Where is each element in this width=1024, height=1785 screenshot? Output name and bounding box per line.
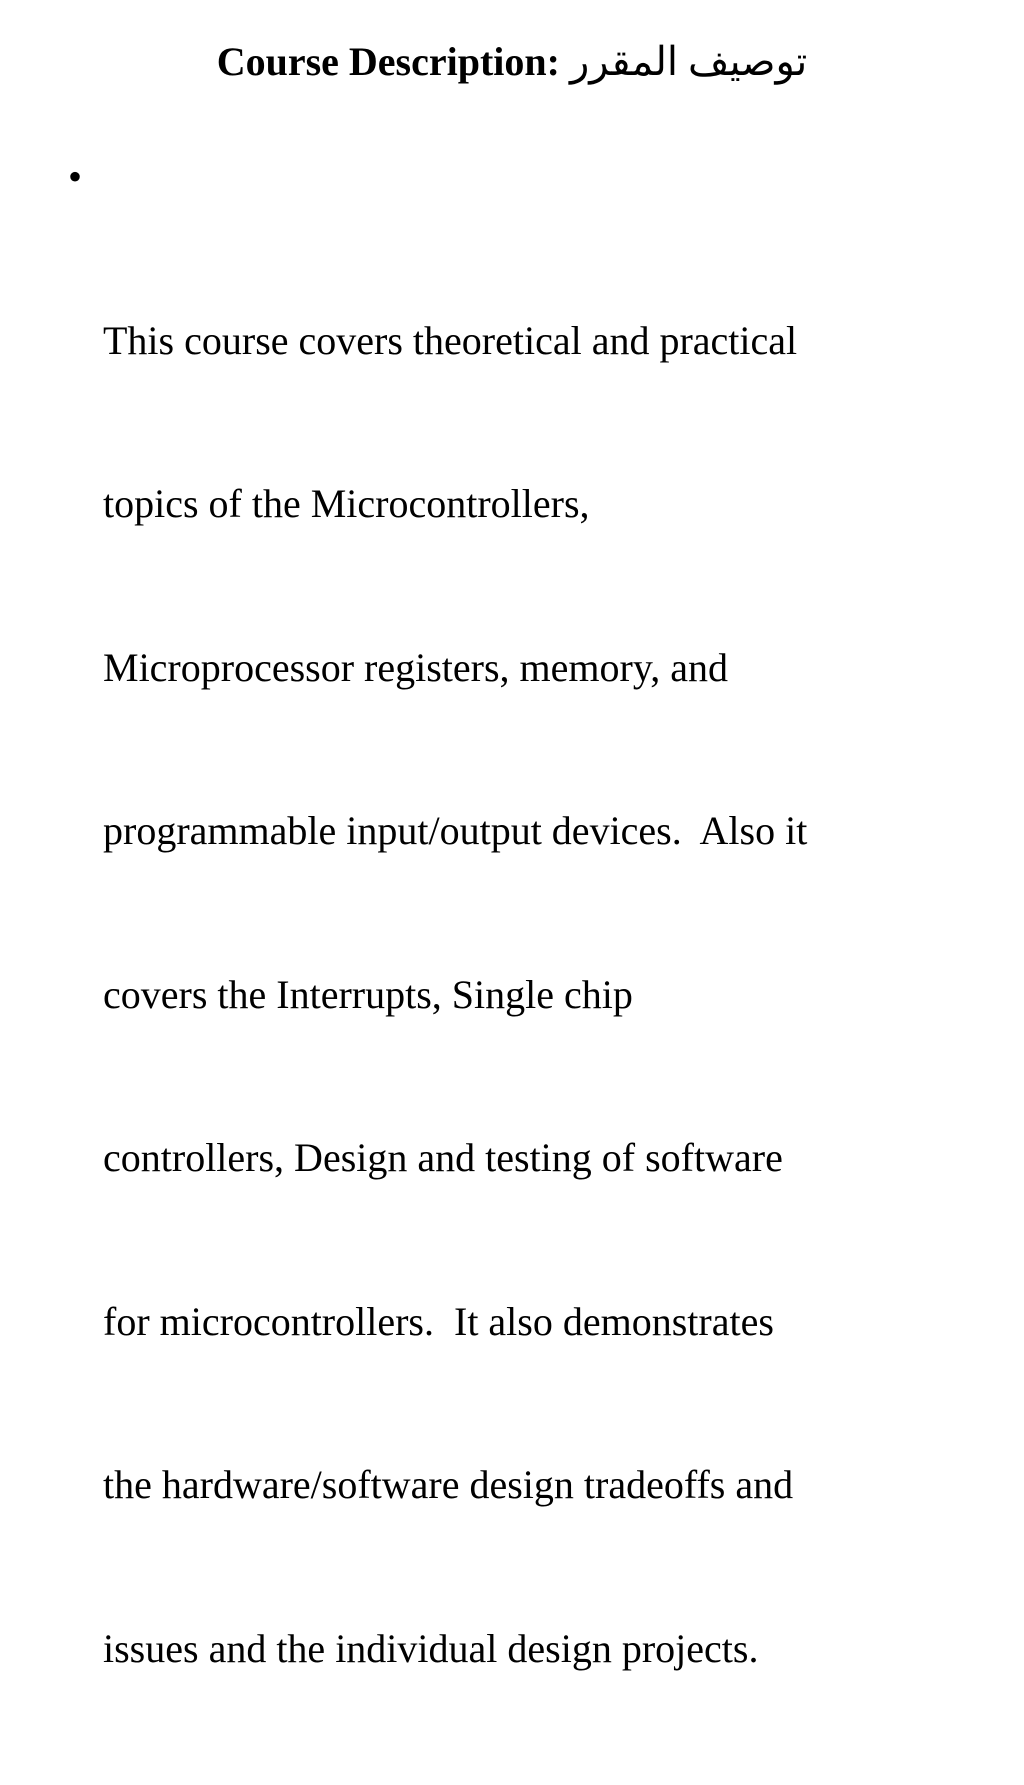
bullet-list <box>60 150 930 1785</box>
bullet-line: Microprocessor registers, memory, and <box>103 644 728 690</box>
bullet-line: controllers, Design and testing of software <box>103 1135 783 1180</box>
bullet-line: for microcontrollers. It also demonstrates <box>103 1298 774 1344</box>
title-english: Course Description: <box>216 39 560 84</box>
bullet-line: topics of the Microcontrollers, <box>103 481 590 526</box>
bullet-icon: • <box>67 154 82 199</box>
title-arabic: توصيف المقرر <box>569 39 808 84</box>
bullet-line: covers the Interrupts, Single chip <box>103 971 633 1017</box>
slide-title <box>0 38 1024 86</box>
bullet-line: programmable input/output devices. Also it <box>103 808 808 853</box>
bullet-line: the hardware/software design tradeoffs and <box>103 1462 794 1507</box>
bullet-item <box>60 150 930 1785</box>
bullet-line: issues and the individual design projects. <box>103 1625 759 1671</box>
bullet-line: This course covers theoretical and practical <box>103 317 798 363</box>
